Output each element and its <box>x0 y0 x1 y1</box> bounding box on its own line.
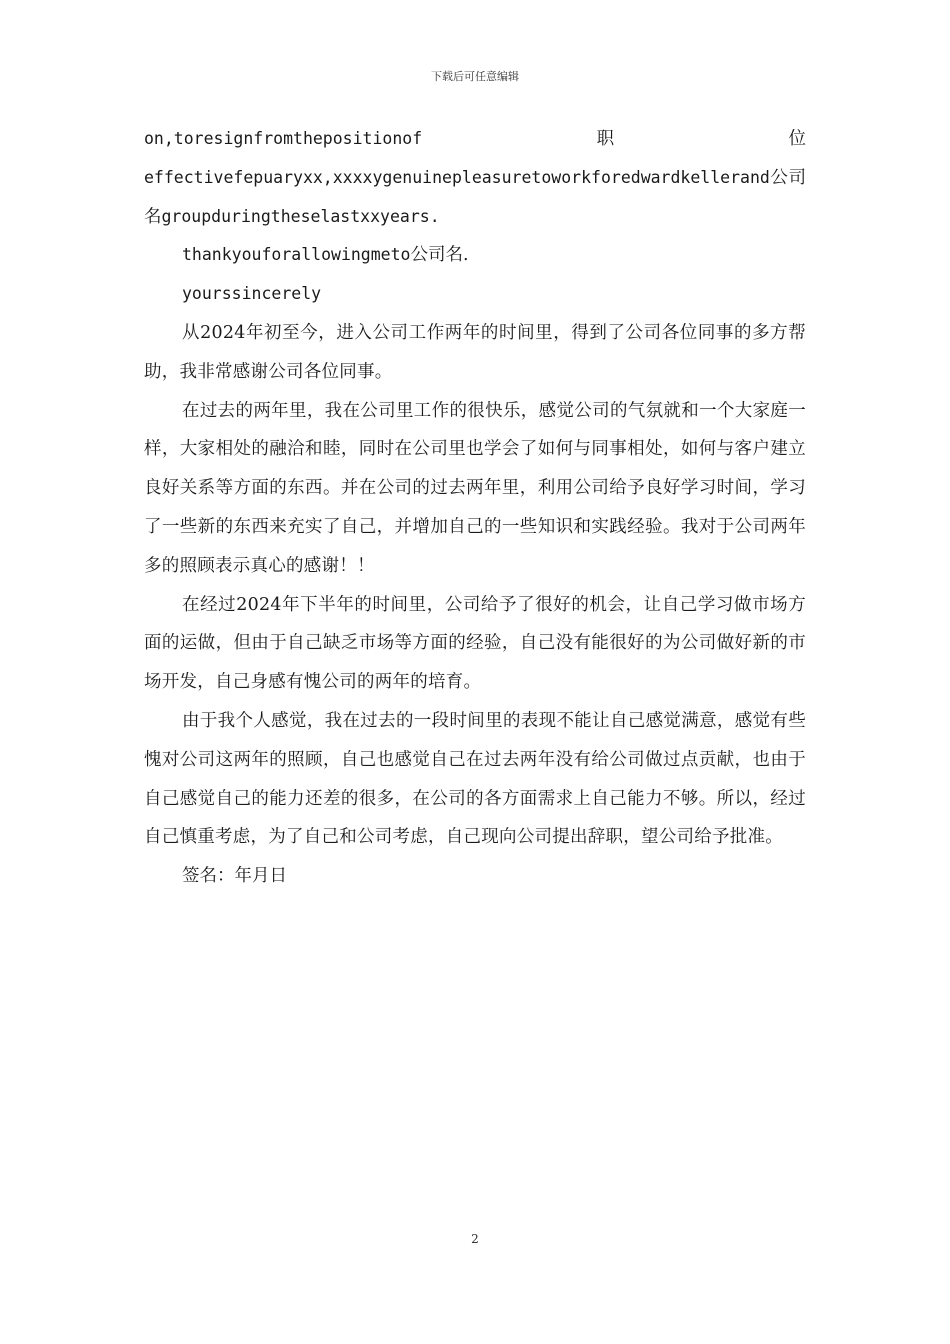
chinese-text: 司 <box>788 167 806 188</box>
page-header: 下载后可任意编辑 <box>431 70 519 83</box>
english-text: effectivefepuaryxx,xxxxygenuinepleasuretoworkforedwardkellerand <box>144 167 770 187</box>
chinese-text: 名 <box>144 206 162 227</box>
english-text: groupduringtheselastxxyears. <box>161 206 440 226</box>
english-line-1 <box>144 120 806 159</box>
english-text: on,toresignfromthepositionof <box>144 129 423 148</box>
chinese-text: 位 <box>788 129 806 149</box>
paragraph-4: 由于我个人感觉，我在过去的一段时间里的表现不能让自己感觉满意，感觉有些愧对公司这两年的照顾，自己也感觉自己在过去两年没有给公司做过点贡献，也由于自己感觉自己的能力还差的很多，在公司的各方面需求上自己能力不够。所以，经过自己慎重考虑，为了自己和公司考虑，自己现向公司提出辞职，望公司给予批准。 <box>144 710 806 848</box>
english-text: yourssincerely <box>182 284 322 304</box>
chinese-text: 职 <box>596 129 615 149</box>
paragraph-2: 在过去的两年里，我在公司里工作的很快乐，感觉公司的气氛就和一个大家庭一样，大家相处的融洽和睦，同时在公司里也学会了如何与同事相处，如何与客户建立良好关系等方面的东西。并在公司的过去两年里，利用公司给予良好学习时间，学习了一些新的东西来充实了自己，并增加自己的一些知识和实践经验。我对于公司两年多的照顾表示真心的感谢！！ <box>144 400 806 576</box>
chinese-text: 公司名. <box>410 245 469 266</box>
signature-line: 签名：年月日 <box>182 866 287 887</box>
document-body <box>144 120 806 896</box>
english-line-2 <box>144 159 806 198</box>
thanks-line <box>144 236 806 275</box>
page-number: 2 <box>471 1232 479 1246</box>
english-line-3 <box>144 198 806 237</box>
english-text: thankyouforallowingmeto <box>182 245 411 265</box>
chinese-text: 公 <box>770 167 788 188</box>
paragraph-3: 在经过2024年下半年的时间里，公司给予了很好的机会，让自己学习做市场方面的运做，但由于自己缺乏市场等方面的经验，自己没有能很好的为公司做好新的市场开发，自己身感有愧公司的两年的培育。 <box>144 594 806 693</box>
closing-line <box>144 275 806 314</box>
paragraph-1: 从2024年初至今，进入公司工作两年的时间里，得到了公司各位同事的多方帮助，我非常感谢公司各位同事。 <box>144 322 806 382</box>
